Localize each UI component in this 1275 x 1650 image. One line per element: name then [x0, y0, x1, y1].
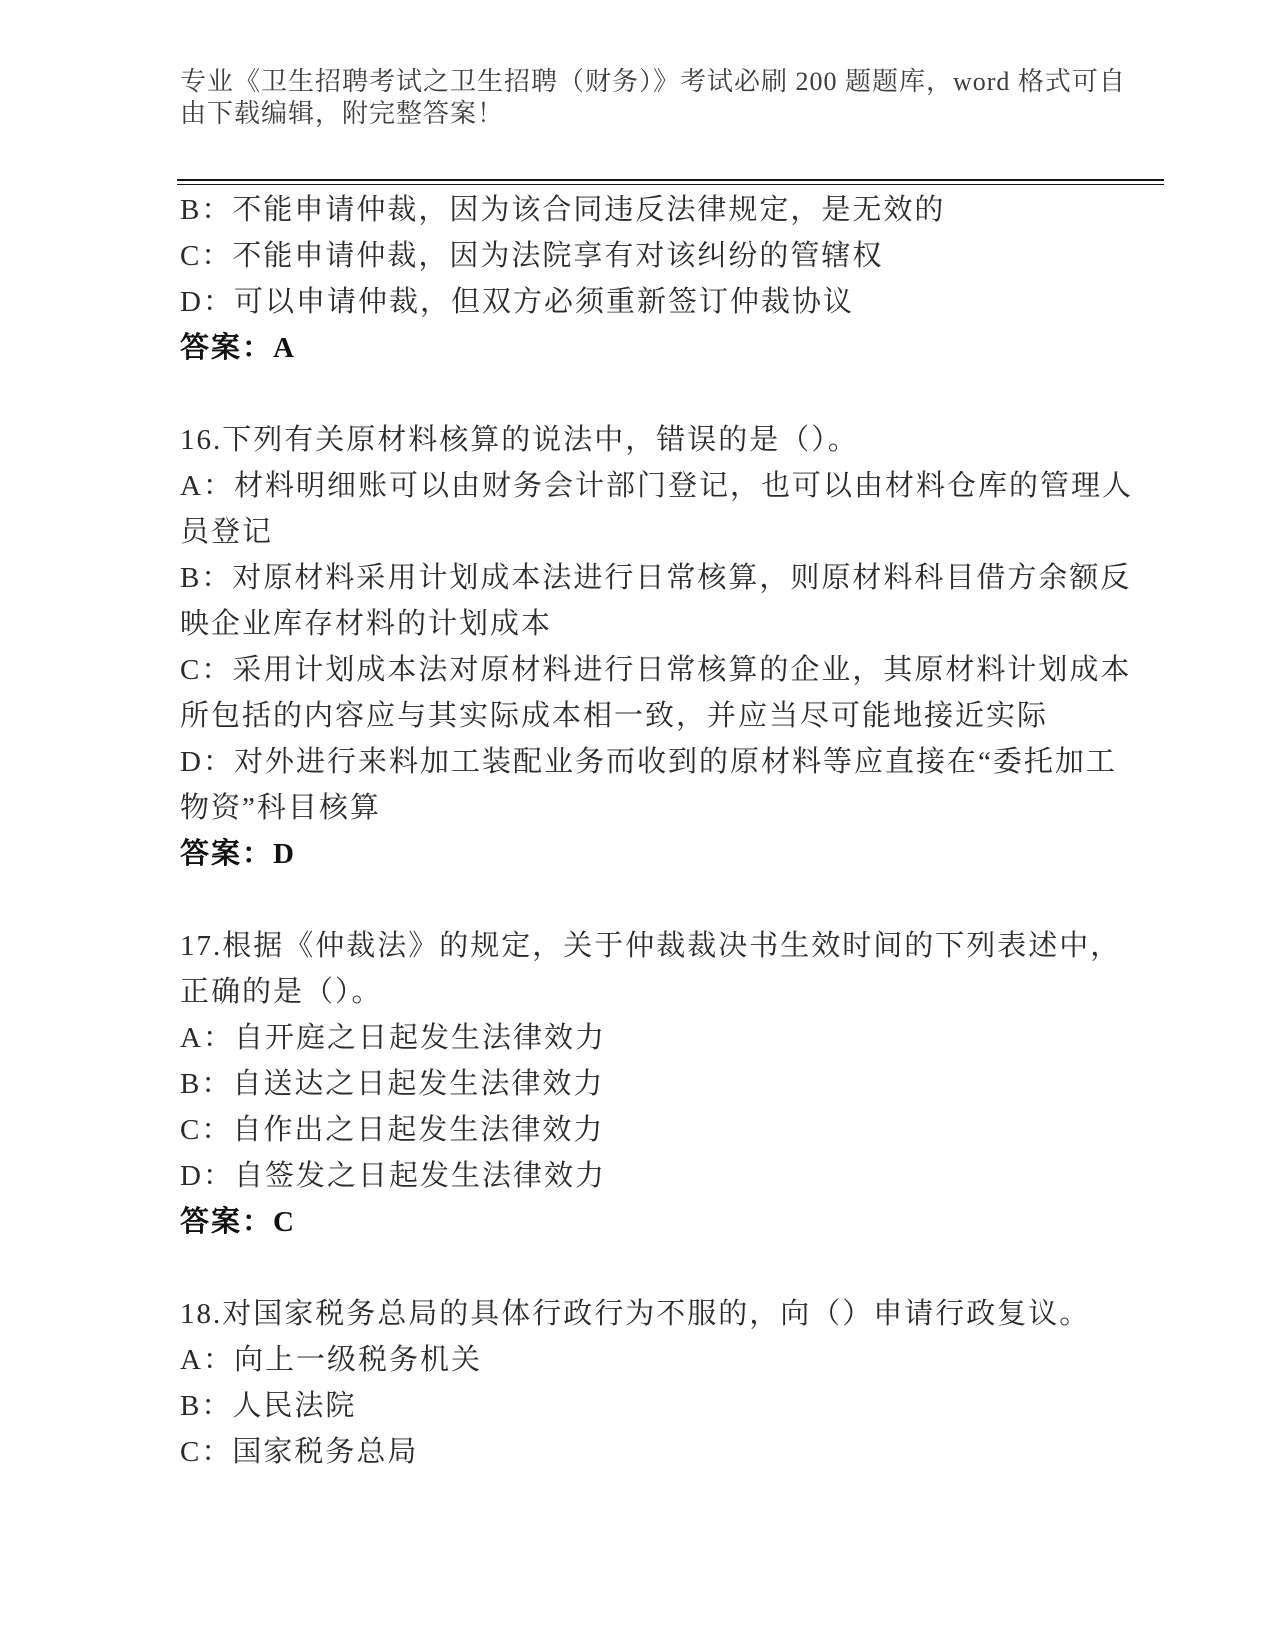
- question-16-stem: 16.下列有关原材料核算的说法中，错误的是（）。: [180, 424, 859, 456]
- question-17-option-d: D：自签发之日起发生法律效力: [180, 1160, 606, 1192]
- question-block-16: [180, 417, 1136, 877]
- header-line-2: 由下载编辑，附完整答案！: [180, 99, 505, 128]
- question-16-answer-line: [180, 831, 1136, 877]
- answer-label: 答案：: [180, 332, 274, 364]
- question-16-option-a: A：材料明细账可以由财务会计部门登记，也可以由材料仓库的管理人员登记: [180, 470, 1133, 548]
- question-17-option-c: C：自作出之日起发生法律效力: [180, 1114, 605, 1146]
- question-block-18: [180, 1291, 1136, 1475]
- question-17-answer-line: [180, 1199, 1136, 1245]
- question-17-stem: 17.根据《仲裁法》的规定，关于仲裁裁决书生效时间的下列表述中，正确的是（）。: [180, 930, 1122, 1008]
- header-line-1: 专业《卫生招聘考试之卫生招聘（财务）》考试必刷 200 题题库，word 格式可自: [180, 67, 1126, 96]
- question-18-stem: 18.对国家税务总局的具体行政行为不服的，向（）申请行政复议。: [180, 1298, 1091, 1330]
- document-body: [180, 187, 1136, 1475]
- question-16-option-b: B：对原材料采用计划成本法进行日常核算，则原材料科目借方余额反映企业库存材料的计划成本: [180, 562, 1132, 640]
- question-16-option-d: D：对外进行来料加工装配业务而收到的原材料等应直接在“委托加工物资”科目核算: [180, 746, 1117, 824]
- question-15-option-c: C：不能申请仲裁，因为法院享有对该纠纷的管辖权: [180, 240, 884, 272]
- question-15-option-b: B：不能申请仲裁，因为该合同违反法律规定，是无效的: [180, 194, 946, 226]
- question-18-option-a: A：向上一级税务机关: [180, 1344, 482, 1376]
- question-18-option-b: B：人民法院: [180, 1390, 357, 1422]
- header-divider-rule: [177, 179, 1164, 185]
- question-17-option-a: A：自开庭之日起发生法律效力: [180, 1022, 606, 1054]
- question-block-15-partial: [180, 187, 1136, 371]
- question-17-option-b: B：自送达之日起发生法律效力: [180, 1068, 605, 1100]
- answer-value: A: [273, 332, 296, 364]
- question-16-option-c: C：采用计划成本法对原材料进行日常核算的企业，其原材料计划成本所包括的内容应与其实际成本相一致，并应当尽可能地接近实际: [180, 654, 1132, 732]
- answer-label: 答案：: [180, 1206, 274, 1238]
- answer-value: C: [273, 1206, 296, 1238]
- question-block-17: [180, 923, 1136, 1245]
- page-header: [180, 66, 1140, 130]
- question-15-answer-line: [180, 325, 1136, 371]
- question-18-option-c: C：国家税务总局: [180, 1436, 419, 1468]
- answer-value: D: [273, 838, 296, 870]
- question-15-option-d: D：可以申请仲裁，但双方必须重新签订仲裁协议: [180, 286, 854, 318]
- answer-label: 答案：: [180, 838, 274, 870]
